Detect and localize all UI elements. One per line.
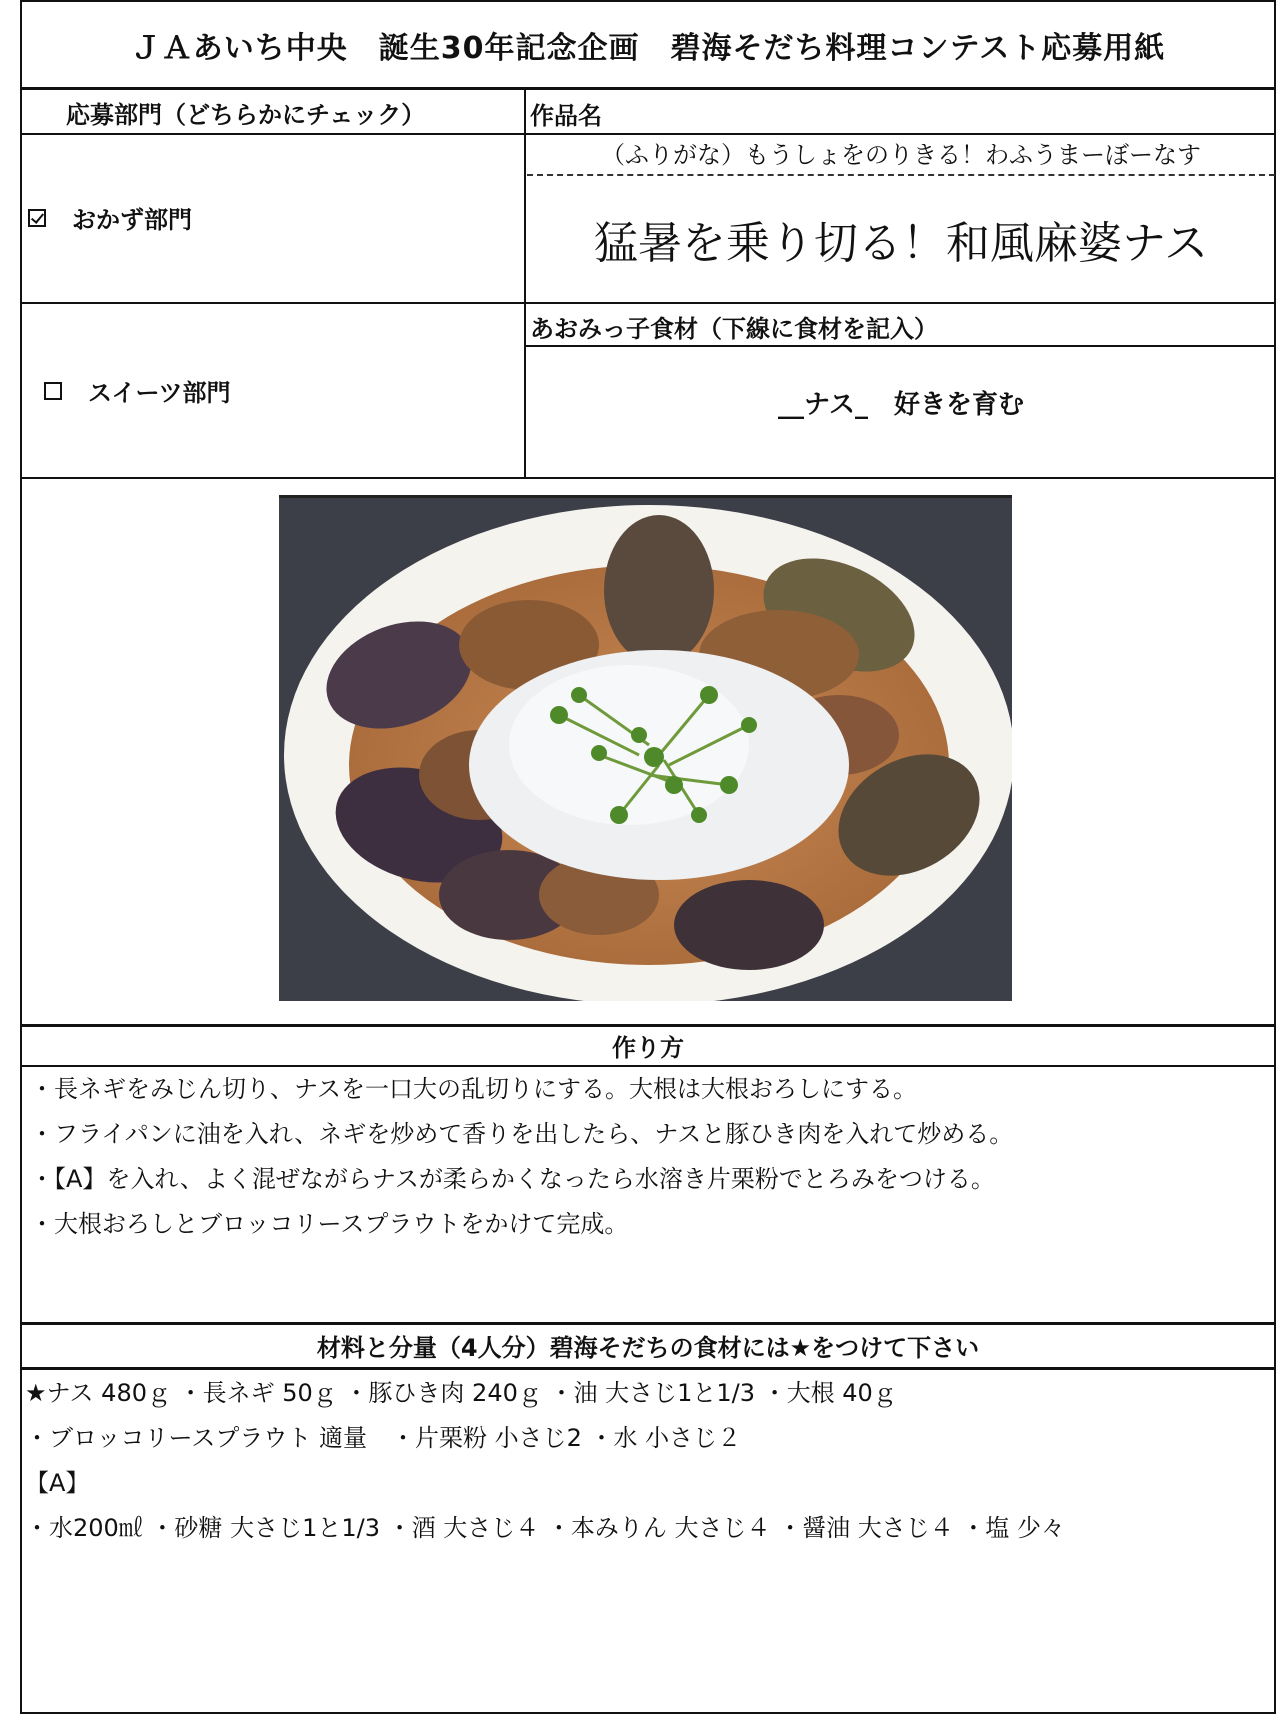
aomikko-header: あおみっ子食材（下線に食材を記入） — [530, 315, 938, 343]
category-header: 応募部門（どちらかにチェック） — [66, 101, 426, 129]
column-divider — [524, 90, 526, 477]
category-option-okazu[interactable] — [28, 200, 192, 235]
checkbox-checked-icon[interactable] — [28, 209, 46, 227]
ingredient-line: ・ブロッコリースプラウト 適量 ・片栗粉 小さじ2 ・水 小さじ２ — [25, 1424, 742, 1452]
divider — [22, 302, 524, 304]
divider — [524, 302, 1276, 304]
method-step: ・フライパンに油を入れ、ネギを炒めて香りを出したら、ナスと豚ひき肉を入れて炒める。 — [30, 1120, 1014, 1148]
work-name-header: 作品名 — [530, 102, 602, 130]
ingredient-line: 【A】 — [25, 1469, 90, 1497]
divider — [22, 1367, 1274, 1370]
ingredient-list — [25, 1371, 1065, 1551]
divider — [22, 1322, 1274, 1325]
method-header: 作り方 — [612, 1034, 684, 1062]
entry-form — [20, 0, 1276, 1714]
method-step: ・長ネギをみじん切り、ナスを一口大の乱切りにする。大根は大根おろしにする。 — [30, 1075, 918, 1103]
ingredient-line: ★ナス 480ｇ ・長ネギ 50ｇ ・豚ひき肉 240ｇ ・油 大さじ1と1/3 ・大根 40ｇ — [25, 1379, 897, 1407]
ingredients-header: 材料と分量（4人分）碧海そだちの食材には★をつけて下さい — [316, 1334, 980, 1362]
category-option-sweets[interactable] — [44, 373, 231, 408]
form-title: ＪＡあいち中央 誕生30年記念企画 碧海そだち料理コンテスト応募用紙 — [22, 2, 1274, 90]
work-name: 猛暑を乗り切る！和風麻婆ナス — [593, 218, 1209, 269]
method-step: ・【A】を入れ、よく混ぜながらナスが柔らかくなったら水溶き片栗粉でとろみをつける。 — [30, 1165, 995, 1193]
category-option-label: おかず部門 — [72, 206, 192, 234]
divider — [22, 1024, 1274, 1027]
work-furigana: （ふりがな）もうしょをのりきる！わふうまーぼーなす — [527, 134, 1275, 176]
dish-photo — [279, 495, 1012, 1001]
ingredient-line: ・水200㎖ ・砂糖 大さじ1と1/3 ・酒 大さじ４ ・本みりん 大さじ４ ・醤油 大さじ４ ・塩 少々 — [25, 1514, 1065, 1542]
category-option-label: スイーツ部門 — [88, 379, 231, 407]
aomikko-value: __ナス_ 好きを育む — [778, 390, 1024, 420]
divider — [524, 345, 1276, 347]
checkbox-empty-icon[interactable] — [44, 382, 62, 400]
divider — [22, 477, 1274, 479]
method-steps — [30, 1067, 1013, 1247]
dish-image — [279, 495, 1012, 1001]
method-step: ・大根おろしとブロッコリースプラウトをかけて完成。 — [30, 1210, 629, 1238]
